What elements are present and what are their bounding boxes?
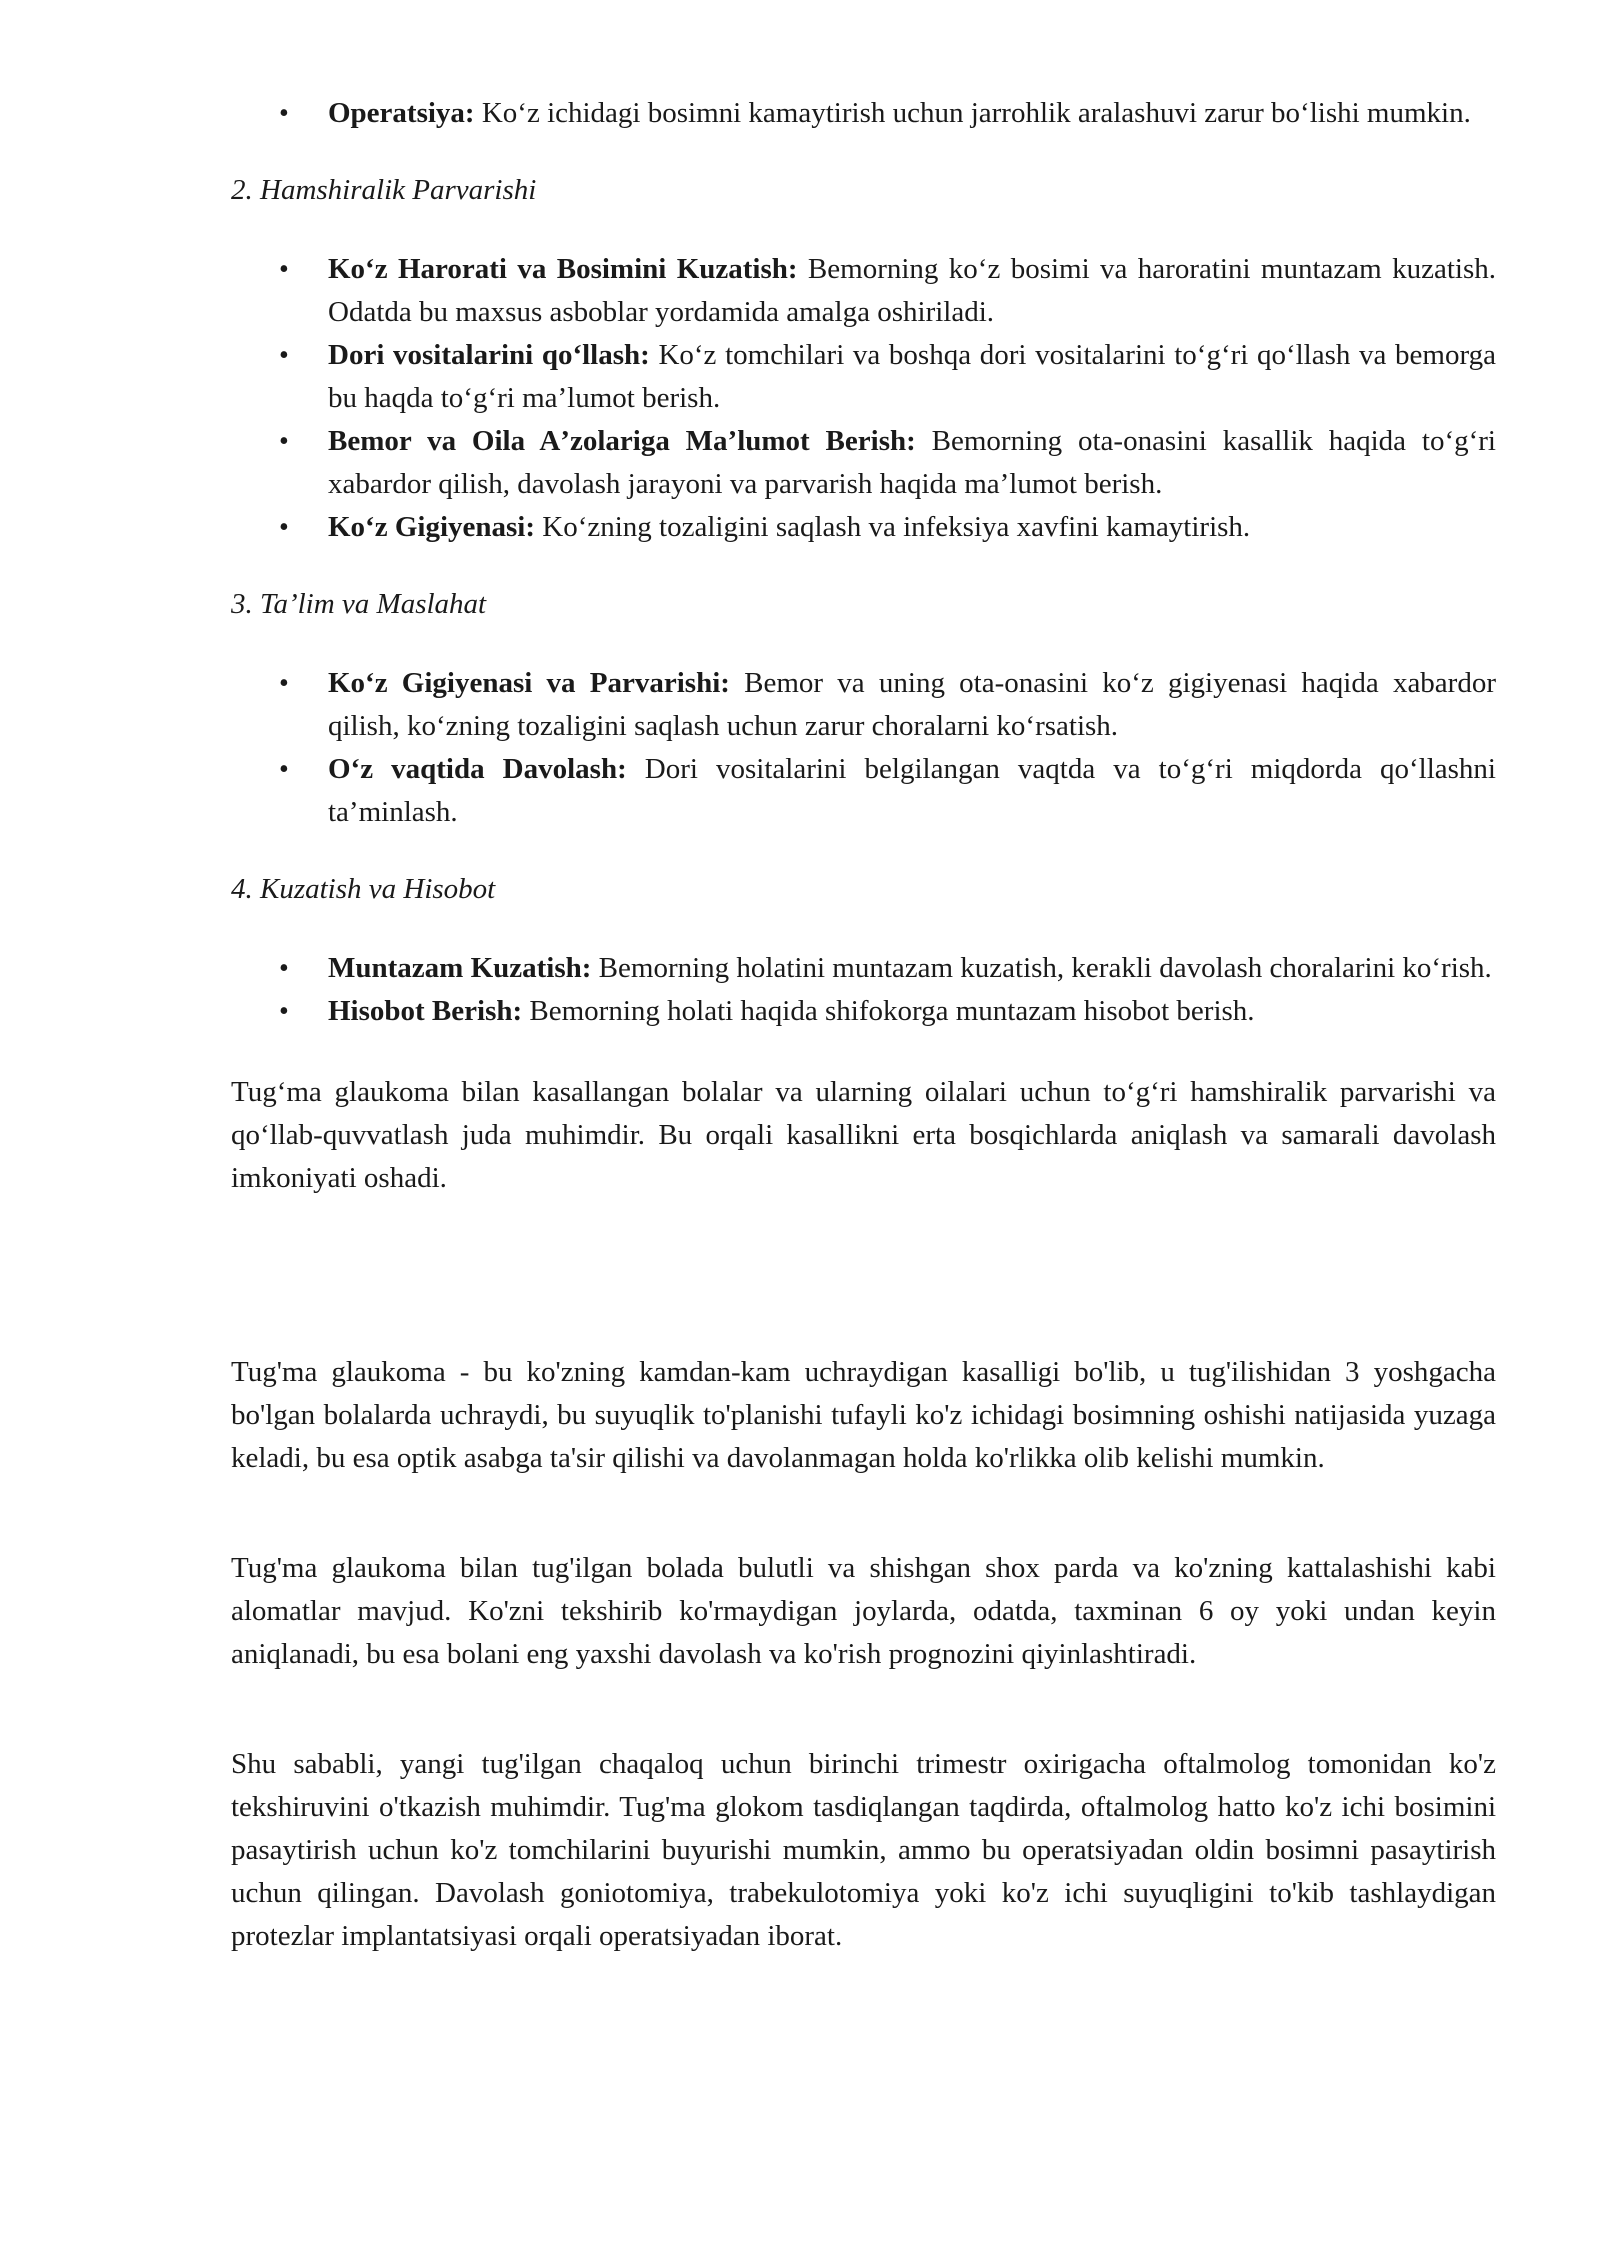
item-label: Bemor va Oila Aʼzolariga Maʼlumot Berish: xyxy=(328,425,916,457)
section-heading: 3. Taʼlim va Maslahat xyxy=(231,588,487,620)
document-body xyxy=(231,92,1496,1958)
item-label: Koʻz Gigiyenasi: xyxy=(328,511,536,543)
bullet-icon: • xyxy=(279,668,289,699)
item-label: Koʻz Gigiyenasi va Parvarishi: xyxy=(328,667,730,699)
item-text: Koʻz ichidagi bosimni kamaytirish uchun jarrohlik aralashuvi zarur boʻlishi mumkin. xyxy=(474,97,1471,129)
item-label: Koʻz Harorati va Bosimini Kuzatish: xyxy=(328,253,798,285)
bullet-icon: • xyxy=(279,754,289,785)
item-text: Bemorning holati haqida shifokorga muntazam hisobot berish. xyxy=(522,995,1255,1027)
paragraph-definition: Tug'ma glaukoma - bu ko'zning kamdan-kam uchraydigan kasalligi bo'lib, u tug'ilishidan 3 yoshgacha bo'lgan bolalarda uchraydi, bu suyuqlik to'planishi tufayli ko'z ichidagi bosimning oshishi natijasida yuzaga keladi, bu esa optik asabga ta'sir qilishi va davolanmagan holda ko'rlikka olib kelishi mumkin. xyxy=(231,1356,1496,1474)
bullet-icon: • xyxy=(279,426,289,457)
bullet-icon: • xyxy=(279,340,289,371)
item-label: Dori vositalarini qoʻllash: xyxy=(328,339,650,371)
item-text: Koʻzning tozaligini saqlash va infeksiya xavfini kamaytirish. xyxy=(535,511,1251,543)
bullet-icon: • xyxy=(279,254,289,285)
bullet-icon: • xyxy=(279,512,289,543)
paragraph-symptoms: Tug'ma glaukoma bilan tug'ilgan bolada bulutli va shishgan shox parda va ko'zning kattalashishi kabi alomatlar mavjud. Ko'zni tekshirib ko'rmaydigan joylarda, odatda, taxminan 6 oy yoki undan keyin aniqlanadi, bu esa bolani eng yaxshi davolash va ko'rish prognozini qiyinlashtiradi. xyxy=(231,1552,1496,1670)
list-item xyxy=(279,990,1496,1033)
list-item xyxy=(279,748,1496,834)
list-item xyxy=(279,334,1496,420)
item-label: Hisobot Berish: xyxy=(328,995,523,1027)
item-text: Bemorning holatini muntazam kuzatish, kerakli davolash choralarini koʻrish. xyxy=(591,952,1492,984)
bullet-icon: • xyxy=(279,98,289,129)
bullet-list-nursing-care xyxy=(231,248,1496,549)
section-heading: 4. Kuzatish va Hisobot xyxy=(231,873,496,905)
item-label: Muntazam Kuzatish: xyxy=(328,952,592,984)
bullet-list-monitoring xyxy=(231,947,1496,1033)
bullet-list-operations xyxy=(231,92,1496,135)
item-text: Bemorning ota-onasini kasallik haqida toʻgʻri xabardor qilish, davolash jarayoni va parvarish haqida maʼlumot berish. xyxy=(328,425,1496,500)
paragraph-summary: Tugʻma glaukoma bilan kasallangan bolalar va ularning oilalari uchun toʻgʻri hamshiralik parvarishi va qoʻllab-quvvatlash juda muhimdir. Bu orqali kasallikni erta bosqichlarda aniqlash va samarali davolash imkoniyati oshadi. xyxy=(231,1076,1496,1194)
list-item xyxy=(279,947,1496,990)
bullet-icon: • xyxy=(279,953,289,984)
list-item xyxy=(279,420,1496,506)
list-item xyxy=(279,248,1496,334)
item-text: Dori vositalarini belgilangan vaqtda va toʻgʻri miqdorda qoʻllashni taʼminlash. xyxy=(328,753,1496,828)
section-heading: 2. Hamshiralik Parvarishi xyxy=(231,174,537,206)
paragraph-treatment: Shu sababli, yangi tug'ilgan chaqaloq uchun birinchi trimestr oxirigacha oftalmolog tomonidan ko'z tekshiruvini o'tkazish muhimdir. Tug'ma glokom tasdiqlangan taqdirda, oftalmolog hatto ko'z ichi bosimini pasaytirish uchun ko'z tomchilarini buyurishi mumkin, ammo bu operatsiyadan oldin bosimni pasaytirish uchun qilingan. Davolash goniotomiya, trabekulotomiya yoki ko'z ichi suyuqligini to'kib tashlaydigan protezlar implantatsiyasi orqali operatsiyadan iborat. xyxy=(231,1748,1496,1952)
bullet-list-education xyxy=(231,662,1496,834)
item-text: Bemor va uning ota-onasini koʻz gigiyenasi haqida xabardor qilish, koʻzning tozaligini saqlash uchun zarur choralarni koʻrsatish. xyxy=(328,667,1496,742)
item-label: Operatsiya: xyxy=(328,97,475,129)
list-item xyxy=(279,506,1496,549)
item-label: Oʻz vaqtida Davolash: xyxy=(328,753,627,785)
bullet-icon: • xyxy=(279,996,289,1027)
item-text: Bemorning koʻz bosimi va haroratini muntazam kuzatish. Odatda bu maxsus asboblar yordamida amalga oshiriladi. xyxy=(328,253,1496,328)
item-text: Koʻz tomchilari va boshqa dori vositalarini toʻgʻri qoʻllash va bemorga bu haqda toʻgʻri maʼlumot berish. xyxy=(328,339,1496,414)
list-item xyxy=(279,662,1496,748)
list-item xyxy=(279,92,1496,135)
